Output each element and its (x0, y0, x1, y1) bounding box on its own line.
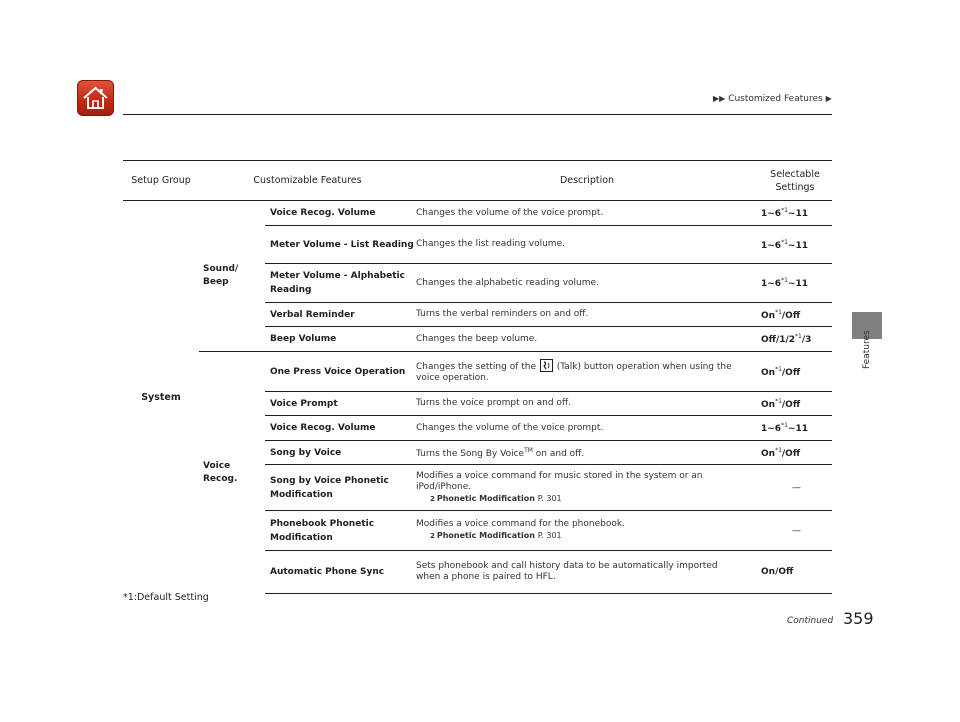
footnote: *1:Default Setting (123, 592, 209, 603)
setting-value: — (792, 482, 801, 493)
section-label: Features (862, 330, 872, 369)
setting-value: 1~6$^{*1}$~11 (761, 422, 808, 434)
feature-description: Modifies a voice command for music stored in the system or an iPod/iPhone. 2 Phonetic Modification P. 301 (416, 465, 758, 511)
table-header-row (123, 161, 832, 201)
feature-description: Turns the Song By Voice™ on and off. (416, 441, 758, 465)
setting-value: 1~6$^{*1}$~11 (761, 277, 808, 289)
feature-description: Changes the beep volume. (416, 327, 758, 352)
feature-name: Voice Recog. Volume (265, 416, 416, 441)
feature-name: Voice Prompt (265, 392, 416, 416)
header-selectable-settings: Selectable Settings (758, 161, 832, 201)
feature-description: Changes the volume of the voice prompt. (416, 201, 758, 226)
xref-arrow-icon: 2 (430, 532, 435, 540)
home-icon (82, 85, 109, 111)
header-customizable-features: Customizable Features (199, 161, 416, 201)
cross-reference-link[interactable]: 2 Phonetic Modification P. 301 (430, 493, 562, 503)
breadcrumb[interactable] (713, 94, 832, 104)
feature-description: Changes the setting of the (Talk) button operation when using the voice operation. (416, 352, 758, 392)
setting-value: On$^{*1}$/Off (761, 308, 801, 321)
breadcrumb-arrow-icon: ▶ (825, 94, 832, 103)
feature-name: Song by Voice (265, 441, 416, 465)
setting-value: On$^{*1}$/Off (761, 446, 801, 459)
feature-name: One Press Voice Operation (265, 352, 416, 392)
feature-name: Meter Volume - List Reading (265, 226, 416, 264)
cross-reference-link[interactable]: 2 Phonetic Modification P. 301 (430, 531, 562, 540)
breadcrumb-arrow-icon: ▶▶ (713, 94, 726, 103)
feature-name: Phonebook Phonetic Modification (265, 511, 416, 551)
header-description: Description (416, 161, 758, 201)
setup-group-system: System (141, 391, 181, 403)
header-setup-group: Setup Group (123, 161, 199, 201)
continued-label: Continued (787, 616, 834, 626)
feature-description: Sets phonebook and call history data to be automatically imported when a phone is paired to HFL. (416, 551, 758, 594)
feature-description: Turns the verbal reminders on and off. (416, 303, 758, 327)
setting-value: — (792, 525, 801, 536)
setting-value: 1~6$^{*1}$~11 (761, 207, 808, 219)
feature-description: Changes the alphabetic reading volume. (416, 264, 758, 303)
subgroup-voice-recog: Voice Recog. (199, 352, 265, 594)
setting-value: On$^{*1}$/Off (761, 397, 801, 410)
header-divider (123, 114, 832, 115)
feature-name: Verbal Reminder (265, 303, 416, 327)
home-button[interactable] (77, 80, 114, 116)
feature-name: Automatic Phone Sync (265, 551, 416, 594)
xref-arrow-icon: 2 (430, 494, 435, 503)
feature-name: Beep Volume (265, 327, 416, 352)
table-row (123, 201, 832, 226)
setting-value: On/Off (761, 567, 794, 577)
page-number: 359 (843, 609, 874, 628)
feature-description: Modifies a voice command for the phonebook. 2 Phonetic Modification P. 301 (416, 511, 758, 551)
customization-table (123, 160, 832, 594)
setting-value: On$^{*1}$/Off (761, 365, 801, 378)
feature-description: Turns the voice prompt on and off. (416, 392, 758, 416)
setting-value: 1~6$^{*1}$~11 (761, 238, 808, 251)
feature-description: Changes the volume of the voice prompt. (416, 416, 758, 441)
setting-value: Off/1/2$^{*1}$/3 (761, 333, 812, 345)
feature-description: Changes the list reading volume. (416, 226, 758, 264)
talk-button-icon (540, 359, 553, 372)
table-row (123, 352, 832, 392)
feature-name: Song by Voice Phonetic Modification (265, 465, 416, 511)
breadcrumb-label[interactable]: Customized Features (728, 94, 823, 104)
subgroup-sound-beep: Sound/ Beep (203, 264, 239, 287)
feature-name: Meter Volume - Alphabetic Reading (265, 264, 416, 303)
feature-name: Voice Recog. Volume (265, 201, 416, 226)
